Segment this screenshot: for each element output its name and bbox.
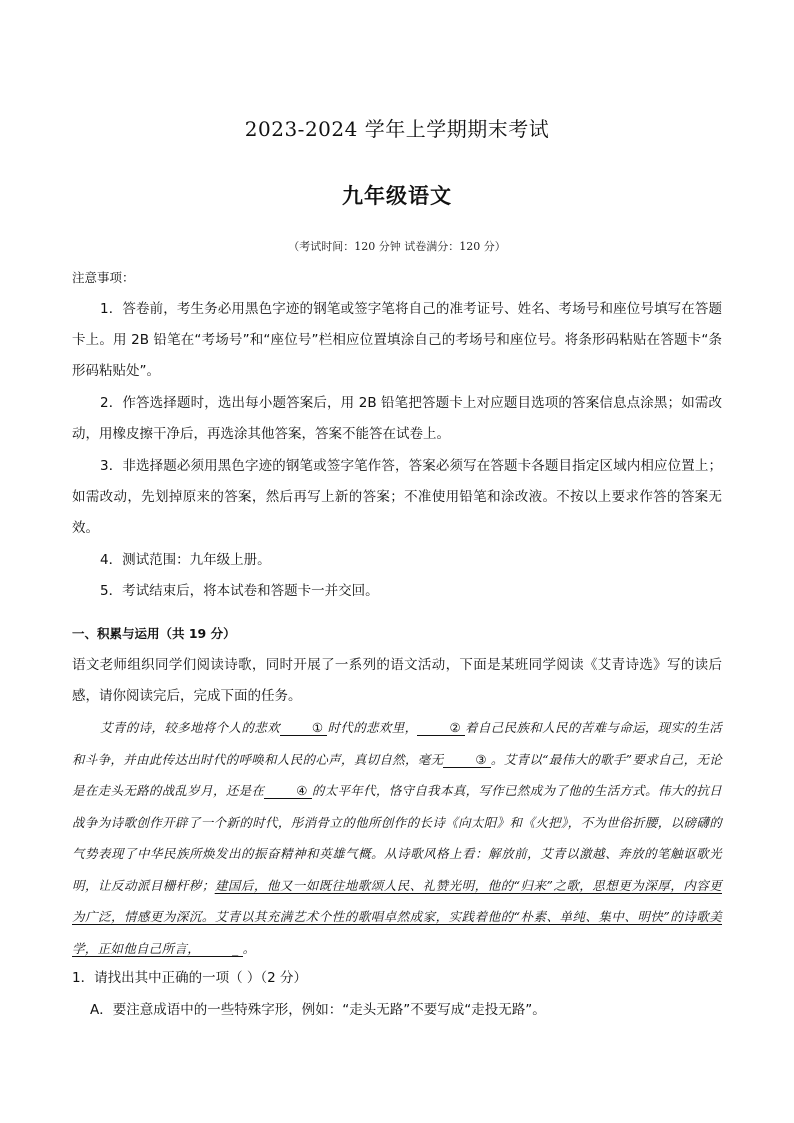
section-heading: 一、积累与运用（共 19 分）: [72, 626, 236, 641]
passage-text: 艾青的诗，较多地将个人的悲欢: [100, 720, 280, 735]
notice-item-3: 3．非选择题必须用黑色字迹的钢笔或签字笔作答，答案必须写在答题卡各题目指定区域内相应位置上；如需改动，先划掉原来的答案，然后再写上新的答案；不准使用铅笔和涂改液。不按以上要求作答的答案无效。: [72, 458, 722, 536]
question-1-stem: 1．请找出其中正确的一项（ ）（2 分）: [72, 970, 308, 986]
underlined-text: 建国后，他又一如既往地歌颂人民、礼赞光明，他的“归来”之歌，思想更为深厚，内容更为广泛，情感更为深沉。艾青以其充满艺术个性的歌唱卓然成家，实践着他的“朴素、单纯、集中、明快”的诗歌美学，正如他自己所言，: [72, 877, 722, 956]
section-intro: 语文老师组织同学们阅读诗歌，同时开展了一系列的语文活动，下面是某班同学阅读《艾青诗选》写的读后感，请你阅读完后，完成下面的任务。: [72, 657, 722, 704]
blank-4: ④: [264, 784, 312, 799]
blank-2: ②: [417, 721, 465, 736]
exam-subject: 九年级语文: [342, 183, 452, 208]
notice-item-4: 4．测试范围：九年级上册。: [100, 552, 271, 568]
blank-1: ①: [280, 721, 328, 736]
notice-item-5: 5．考试结束后，将本试卷和答题卡一并交回。: [100, 583, 379, 599]
notice-item-2: 2．作答选择题时，选出每小题答案后，用 2B 铅笔把答题卡上对应题目选项的答案信息点涂黑；如需改动，用橡皮擦干净后，再选涂其他答案，答案不能答在试卷上。: [72, 395, 722, 442]
passage-end: 。: [242, 940, 256, 956]
question-1-option-a: A．要注意成语中的一些特殊字形，例如：“走头无路”不要写成“走投无路”。: [90, 1002, 546, 1018]
reading-passage: [72, 712, 722, 964]
passage-text: 。艾青以“最伟大的歌手”要求自己，无论是在走头无路的战乱岁月，还是在: [72, 751, 723, 798]
exam-title: 2023-2024 学年上学期期末考试: [244, 117, 550, 141]
exam-time-info: （考试时间：120 分钟 试卷满分：120 分）: [288, 240, 506, 253]
passage-text: 着自己民族和人民的苦难与命运，现实的生活和斗争，并由此传达出时代的呼唤和人民的心声，真切自然，毫无: [72, 720, 722, 767]
blank-5: _: [200, 942, 243, 957]
passage-text: 时代的悲欢里，: [327, 720, 418, 735]
notice-heading: 注意事项：: [72, 270, 135, 285]
passage-text: 的太平年代，恪守自我本真，写作已然成为了他的生活方式。伟大的抗日战争为诗歌创作开辟了一个新的时代，彤消骨立的他所创作的长诗《向太阳》和《火把》，不为世俗折腰，以磅礴的气势表现了中华民族所焕发出的振奋精神和英雄气概。从诗歌风格上看：解放前，艾青以激越、奔放的笔触讴歌光明，让反动派目栅杆秽；: [72, 783, 722, 893]
blank-3: ③: [443, 753, 491, 768]
notice-item-1: 1．答卷前，考生务必用黑色字迹的钢笔或签字笔将自己的准考证号、姓名、考场号和座位号填写在答题卡上。用 2B 铅笔在“考场号”和“座位号”栏相应位置填涂自己的考场号和座位号。将条形码粘贴在答题卡“条形码粘贴处”。: [72, 301, 722, 379]
